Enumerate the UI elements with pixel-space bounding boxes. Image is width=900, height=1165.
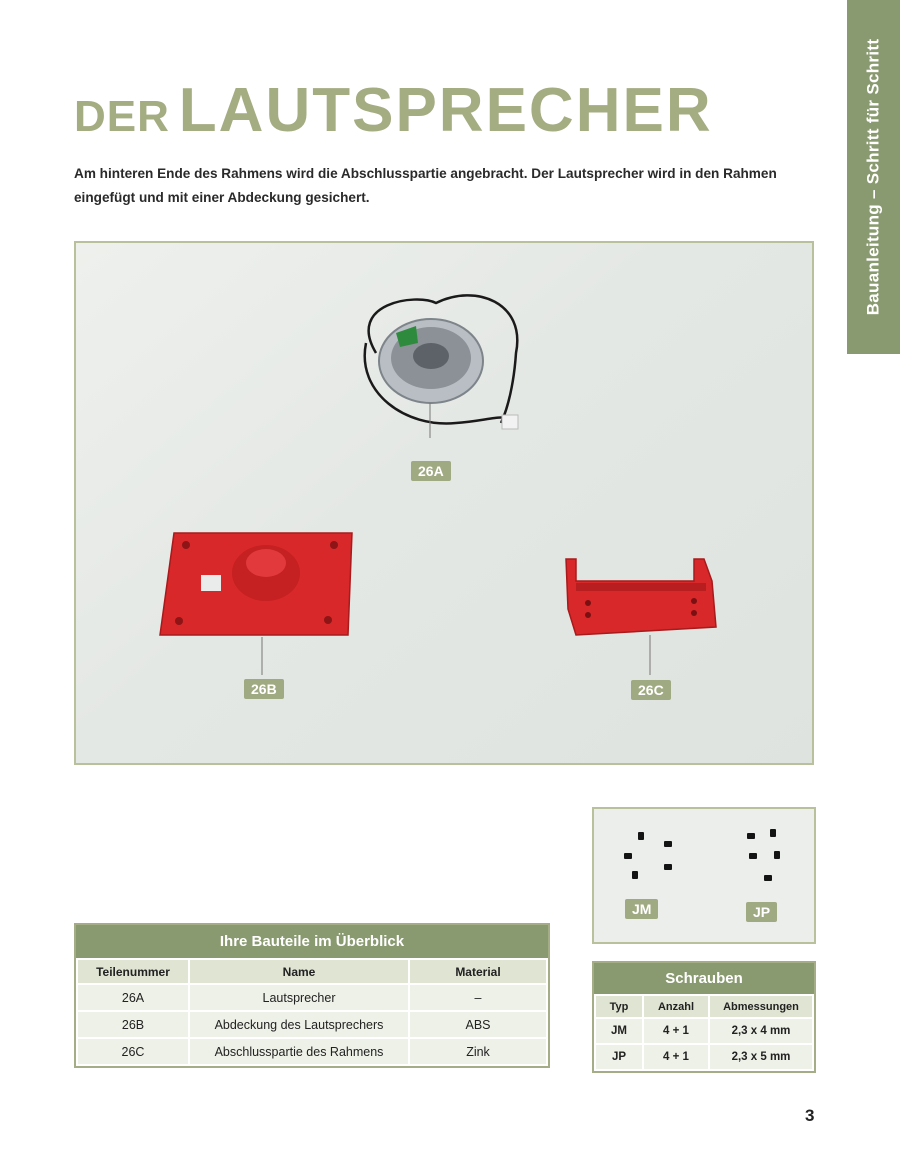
table-row [78, 1012, 546, 1037]
table-row [596, 1019, 812, 1043]
jm-screws [624, 832, 672, 879]
part-material: – [410, 985, 546, 1010]
part-label-26a: 26A [411, 461, 451, 481]
intro-text: Am hinteren Ende des Rahmens wird die Abschlusspartie angebracht. Der Lautsprecher wird in den Rahmen eingefügt und mit einer Abdeckung gesichert. [74, 166, 777, 205]
speaker-cover-part [160, 533, 352, 675]
screws-table-title: Schrauben [594, 963, 814, 994]
screw-count: 4 + 1 [644, 1019, 708, 1043]
parts-header-name: Name [190, 960, 408, 983]
part-name: Abdeckung des Lautsprechers [190, 1012, 408, 1037]
screws-illustration [594, 809, 814, 942]
title-prefix: DER [74, 92, 170, 141]
screws-table [592, 961, 816, 1073]
screws-header-type: Typ [596, 996, 642, 1017]
title-main: LAUTSPRECHER [178, 76, 713, 145]
part-number: 26C [78, 1039, 188, 1064]
screws-header-count: Anzahl [644, 996, 708, 1017]
screw-type: JM [596, 1019, 642, 1043]
screw-label-jm: JM [625, 899, 658, 919]
part-label-26c: 26C [631, 680, 671, 700]
table-row [78, 985, 546, 1010]
screw-dimensions: 2,3 x 5 mm [710, 1045, 812, 1069]
chapter-side-tab [847, 0, 900, 354]
page-number: 3 [805, 1106, 815, 1125]
page-title [74, 78, 713, 144]
screw-dimensions: 2,3 x 4 mm [710, 1019, 812, 1043]
parts-header-number: Teilenummer [78, 960, 188, 983]
part-name: Abschlusspartie des Rahmens [190, 1039, 408, 1064]
parts-photo-illustration [76, 243, 812, 763]
frame-end-part [566, 559, 716, 675]
screws-header-dimensions: Abmessungen [710, 996, 812, 1017]
part-name: Lautsprecher [190, 985, 408, 1010]
screws-photo [592, 807, 816, 944]
part-number: 26A [78, 985, 188, 1010]
table-row [596, 1045, 812, 1069]
part-label-26b: 26B [244, 679, 284, 699]
screw-type: JP [596, 1045, 642, 1069]
parts-table-title: Ihre Bauteile im Überblick [76, 925, 548, 958]
speaker-part [365, 295, 518, 438]
parts-photo [74, 241, 814, 765]
parts-header-material: Material [410, 960, 546, 983]
part-material: Zink [410, 1039, 546, 1064]
jp-screws [747, 829, 780, 881]
part-number: 26B [78, 1012, 188, 1037]
table-row [78, 1039, 546, 1064]
screw-label-jp: JP [746, 902, 777, 922]
side-tab-label: Bauanleitung – Schritt für Schritt [863, 38, 883, 316]
parts-overview-table [74, 923, 550, 1068]
part-material: ABS [410, 1012, 546, 1037]
screw-count: 4 + 1 [644, 1045, 708, 1069]
